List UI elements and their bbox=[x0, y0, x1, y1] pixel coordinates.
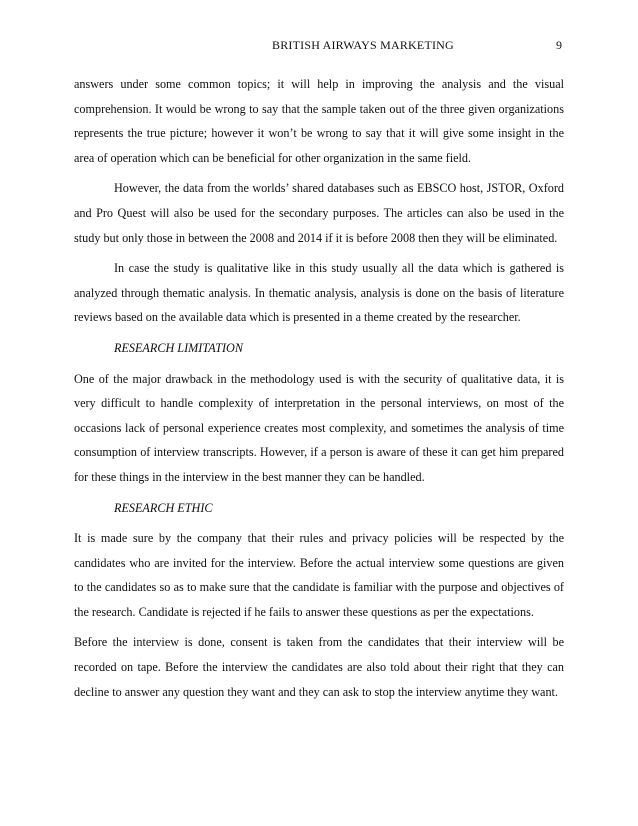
page-number: 9 bbox=[556, 38, 562, 52]
paragraph-secondary-data: However, the data from the worlds’ shared databases such as EBSCO host, JSTOR, Oxford and Pro Quest will also be used for the secondary purposes. The articles can also be used in the study but only those in between the 2008 and 2014 if it is before 2008 then they will be eliminated. bbox=[74, 181, 564, 245]
heading-research-ethic: RESEARCH ETHIC bbox=[114, 500, 213, 515]
paragraph-research-limitation: One of the major drawback in the methodology used is with the security of qualitative data, it is very difficult to handle complexity of interpretation in the personal interviews, on most of the occasions lack of personal experience creates most complexity, and sometimes the analysis of time consumption of interview transcripts. However, if a person is aware of these it can get him prepared for these things in the interview in the best manner they can be handled. bbox=[74, 371, 564, 484]
paragraph-continuation: answers under some common topics; it will help in improving the analysis and the visual comprehension. It would be wrong to say that the sample taken out of the three given organizations represents the true picture; however it won’t be wrong to say that it will give some insight in the area of operation which can be beneficial for other organization in the same field. bbox=[74, 77, 564, 165]
body-text bbox=[74, 72, 564, 710]
running-title: BRITISH AIRWAYS MARKETING bbox=[272, 38, 454, 52]
paragraph-thematic-analysis: In case the study is qualitative like in this study usually all the data which is gathered is analyzed through thematic analysis. In thematic analysis, analysis is done on the basis of literature reviews based on the available data which is presented in a theme created by the researcher. bbox=[74, 261, 564, 325]
heading-research-limitation: RESEARCH LIMITATION bbox=[114, 340, 243, 355]
paragraph-consent: Before the interview is done, consent is taken from the candidates that their interview will be recorded on tape. Before the interview the candidates are also told about their right that they can decline to answer any question they want and they can ask to stop the interview anytime they want. bbox=[74, 635, 564, 699]
paragraph-research-ethic: It is made sure by the company that their rules and privacy policies will be respected by the candidates who are invited for the interview. Before the actual interview some questions are given to the candidates so as to make sure that the candidate is familiar with the purpose and objectives of the research. Candidate is rejected if he fails to answer these questions as per the expectations. bbox=[74, 531, 564, 619]
